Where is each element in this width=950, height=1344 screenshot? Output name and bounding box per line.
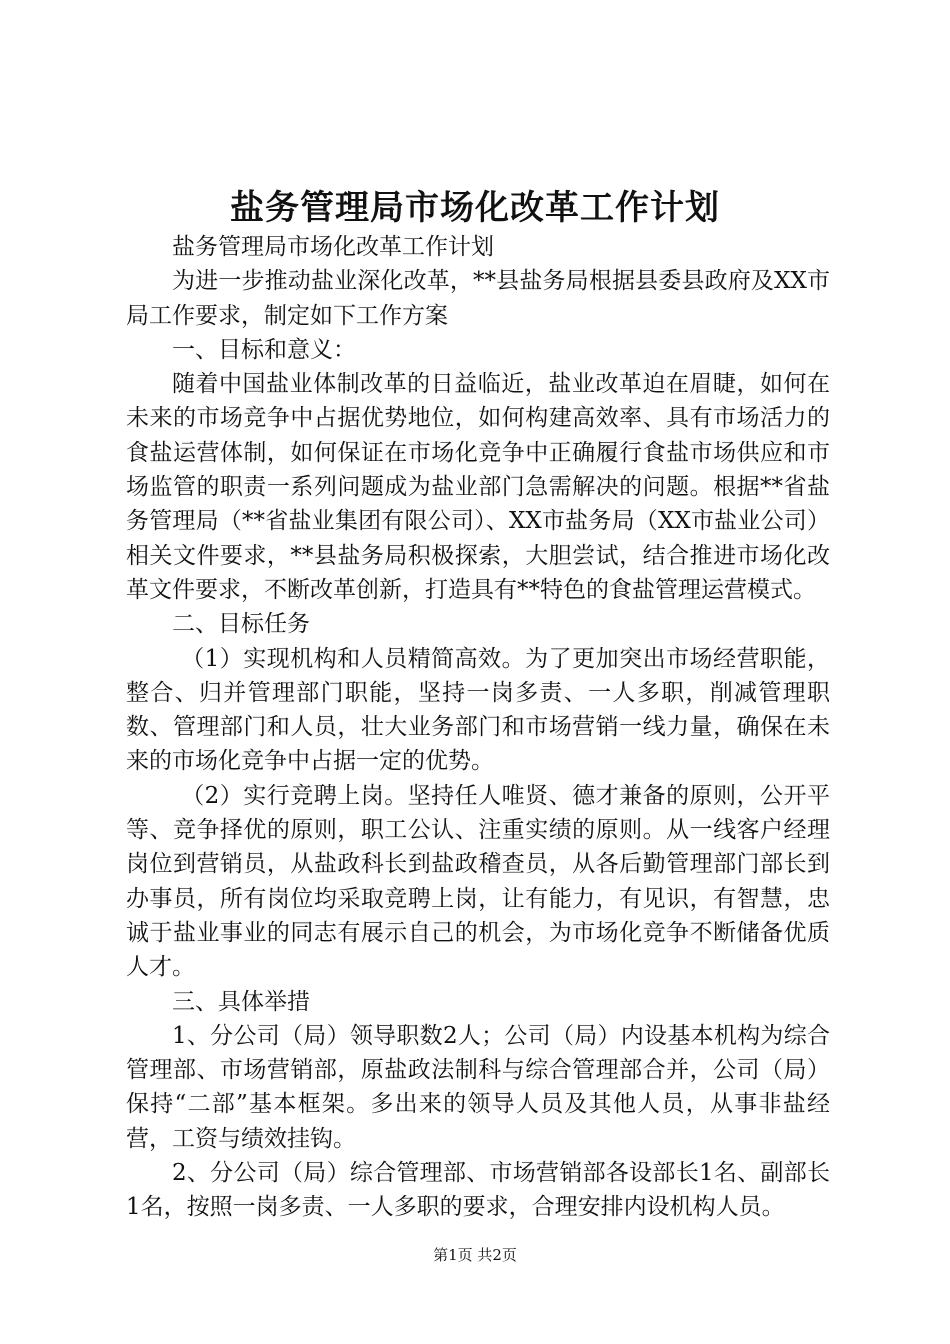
intro-paragraph: 为进一步推动盐业深化改革，**县盐务局根据县委县政府及XX市局工作要求，制定如下工作方案	[126, 268, 830, 329]
measure-item-1: 1、分公司（局）领导职数2人；公司（局）内设基本机构为综合管理部、市场营销部，原盐政法制科与综合管理部合并，公司（局）保持“二部”基本框架。多出来的领导人员及其他人员，从事非盐经营，工资与绩效挂钩。	[126, 1022, 830, 1152]
task-item-1: （1）实现机构和人员精简高效。为了更加突出市场经营职能，整合、归并管理部门职能，坚持一岗多责、一人多职，削减管理职数、管理部门和人员，壮大业务部门和市场营销一线力量，确保在未来的市场化竞争中占据一定的优势。	[126, 645, 830, 775]
goals-paragraph: 随着中国盐业体制改革的日益临近，盐业改革迫在眉睫，如何在未来的市场竞争中占据优势地位，如何构建高效率、具有市场活力的食盐运营体制，如何保证在市场化竞争中正确履行食盐市场供应和市场监管的职责一系列问题成为盐业部门急需解决的问题。根据**省盐务管理局（**省盐业集团有限公司）、XX市盐务局（XX市盐业公司）相关文件要求，**县盐务局积极探索，大胆尝试，结合推进市场化改革文件要求，不断改革创新，打造具有**特色的食盐管理运营模式。	[126, 371, 830, 603]
section-heading-measures: 三、具体举措	[172, 988, 310, 1015]
document-title: 盐务管理局市场化改革工作计划	[230, 188, 720, 228]
document-body	[126, 230, 830, 1225]
task-item-2: （2）实行竞聘上岗。坚持任人唯贤、德才兼备的原则，公开平等、竞争择优的原则，职工公认、注重实绩的原则。从一线客户经理岗位到营销员，从盐政科长到盐政稽查员，从各后勤管理部门部长到办事员，所有岗位均采取竞聘上岗，让有能力，有见识，有智慧，忠诚于盐业事业的同志有展示自己的机会，为市场化竞争不断储备优质人才。	[126, 782, 830, 981]
body-heading: 盐务管理局市场化改革工作计划	[172, 234, 494, 260]
section-heading-goals: 一、目标和意义：	[172, 336, 356, 363]
page-number: 第1页 共2页	[433, 1246, 517, 1264]
section-heading-tasks: 二、目标任务	[172, 611, 310, 638]
measure-item-2: 2、分公司（局）综合管理部、市场营销部各设部长1名、副部长1名，按照一岗多责、一人多职的要求，合理安排内设机构人员。	[126, 1160, 830, 1221]
